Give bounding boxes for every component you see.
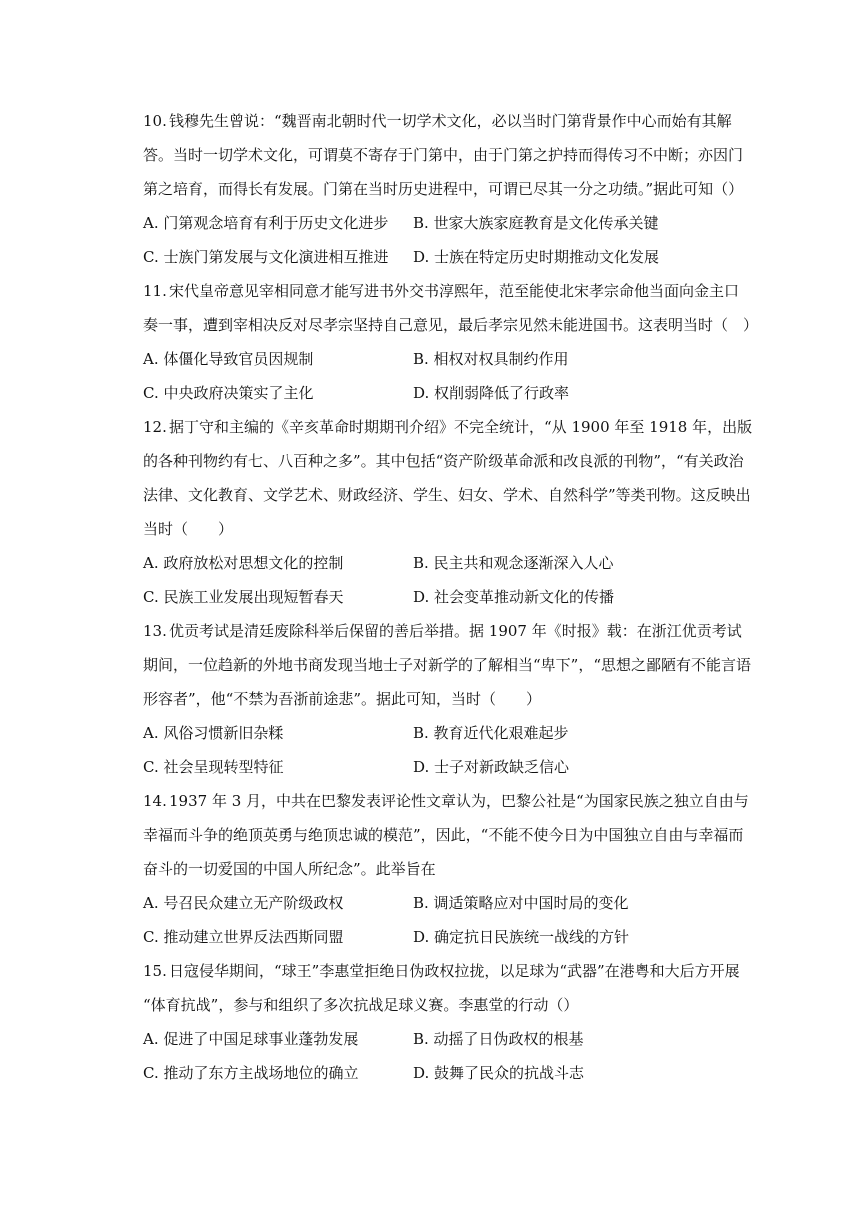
question-number: 13. <box>143 622 167 640</box>
question-number: 15. <box>143 962 167 980</box>
question-number: 12. <box>143 418 167 436</box>
question-number: 10. <box>143 112 167 130</box>
question-stem-line: 第之培育，而得长有发展。门第在当时历史进程中，可谓已尽其一分之功绩。”据此可知（） <box>143 180 744 198</box>
question-11-options <box>143 342 723 410</box>
option-c[interactable]: C. 民族工业发展出现短暂春天 <box>143 588 344 606</box>
option-b[interactable]: B. 民主共和观念逐渐深入人心 <box>413 554 614 572</box>
option-a[interactable]: A. 促进了中国足球事业蓬勃发展 <box>143 1030 359 1048</box>
question-15-options <box>143 1022 723 1090</box>
question-15 <box>143 954 740 1022</box>
question-12 <box>143 410 753 546</box>
question-stem-line <box>143 410 753 444</box>
question-stem-line: 期间，一位趋新的外地书商发现当地士子对新学的了解相当“卑下”，“思想之鄙陋有不能言语 <box>143 656 752 674</box>
question-stem-text: 据丁守和主编的《辛亥革命时期期刊介绍》不完全统计，“从 1900 年至 1918 年，出版 <box>169 418 753 436</box>
question-14 <box>143 784 749 886</box>
option-row <box>143 580 723 614</box>
option-b[interactable]: B. 教育近代化艰难起步 <box>413 724 569 742</box>
option-d[interactable]: D. 确定抗日民族统一战线的方针 <box>413 928 630 946</box>
option-d[interactable]: D. 社会变革推动新文化的传播 <box>413 588 615 606</box>
option-b[interactable]: B. 相权对权具制约作用 <box>413 350 569 368</box>
option-row <box>143 920 723 954</box>
option-c[interactable]: C. 推动建立世界反法西斯同盟 <box>143 928 344 946</box>
question-11 <box>143 274 759 342</box>
question-14-options <box>143 886 723 954</box>
option-row <box>143 240 723 274</box>
question-stem-line: “体育抗战”，参与和组织了多次抗战足球义赛。李惠堂的行动（） <box>143 996 579 1014</box>
question-stem-line: 答。当时一切学术文化，可谓莫不寄存于门第中，由于门第之护持而得传习不中断；亦因门 <box>143 146 744 164</box>
question-stem-line: 形容者”，他“不禁为吾浙前途悲”。据此可知，当时（ ） <box>143 690 542 708</box>
option-row <box>143 886 723 920</box>
option-c[interactable]: C. 中央政府决策实了主化 <box>143 384 314 402</box>
option-row <box>143 546 723 580</box>
question-stem-text: 钱穆先生曾说：“魏晋南北朝时代一切学术文化，必以当时门第背景作中心而始有其解 <box>169 112 732 130</box>
question-number: 11. <box>143 282 167 300</box>
option-d[interactable]: D. 士子对新政缺乏信心 <box>413 758 570 776</box>
option-a[interactable]: A. 门第观念培育有利于历史文化进步 <box>143 214 389 232</box>
option-d[interactable]: D. 权削弱降低了行政率 <box>413 384 570 402</box>
option-a[interactable]: A. 号召民众建立无产阶级政权 <box>143 894 344 912</box>
question-stem-line: 奋斗的一切爱国的中国人所纪念”。此举旨在 <box>143 860 436 878</box>
option-row <box>143 206 723 240</box>
question-number: 14. <box>143 792 167 810</box>
option-c[interactable]: C. 推动了东方主战场地位的确立 <box>143 1064 359 1082</box>
question-12-options <box>143 546 723 614</box>
question-13-options <box>143 716 723 784</box>
option-row <box>143 716 723 750</box>
question-stem-line: 当时（ ） <box>143 520 234 538</box>
question-stem-text: 日寇侵华期间，“球王”李惠堂拒绝日伪政权拉拢，以足球为“武器”在港粤和大后方开展 <box>169 962 740 980</box>
question-stem-text: 优贡考试是清廷废除科举后保留的善后举措。据 1907 年《时报》载：在浙江优贡考试 <box>169 622 742 640</box>
question-stem-line <box>143 274 740 308</box>
option-row <box>143 1056 723 1090</box>
option-d[interactable]: D. 鼓舞了民众的抗战斗志 <box>413 1064 585 1082</box>
option-row <box>143 750 723 784</box>
question-stem-line: 幸福而斗争的绝顶英勇与绝顶忠诚的模范”，因此，“不能不使今日为中国独立自由与幸福而 <box>143 826 744 844</box>
option-row <box>143 376 723 410</box>
question-stem-line <box>143 784 749 818</box>
option-b[interactable]: B. 调适策略应对中国时局的变化 <box>413 894 629 912</box>
question-10 <box>143 104 744 206</box>
question-stem-text: 宋代皇帝意见宰相同意才能写进书外交书淳熙年，范至能使北宋孝宗命他当面向金主口 <box>169 282 740 300</box>
question-stem-line <box>143 954 740 988</box>
question-13 <box>143 614 752 716</box>
option-c[interactable]: C. 士族门第发展与文化演进相互推进 <box>143 248 389 266</box>
option-c[interactable]: C. 社会呈现转型特征 <box>143 758 284 776</box>
option-a[interactable]: A. 风俗习惯新旧杂糅 <box>143 724 284 742</box>
option-d[interactable]: D. 士族在特定历史时期推动文化发展 <box>413 248 660 266</box>
option-b[interactable]: B. 世家大族家庭教育是文化传承关键 <box>413 214 659 232</box>
question-stem-line: 的各种刊物约有七、八百种之多”。其中包括“资产阶级革命派和改良派的刊物”，“有关政治 <box>143 452 744 470</box>
question-stem-text: 1937 年 3 月，中共在巴黎发表评论性文章认为，巴黎公社是“为国家民族之独立自由与 <box>169 792 749 810</box>
question-10-options <box>143 206 723 274</box>
option-row <box>143 1022 723 1056</box>
option-a[interactable]: A. 体僵化导致官员因规制 <box>143 350 314 368</box>
question-stem-line <box>143 104 732 138</box>
question-stem-line: 奏一事，遭到宰相决反对尽孝宗坚持自己意见，最后孝宗见然未能进国书。这表明当时（ ） <box>143 316 759 334</box>
option-a[interactable]: A. 政府放松对思想文化的控制 <box>143 554 344 572</box>
question-stem-line <box>143 614 742 648</box>
question-stem-line: 法律、文化教育、文学艺术、财政经济、学生、妇女、学术、自然科学”等类刊物。这反映出 <box>143 486 751 504</box>
option-row <box>143 342 723 376</box>
option-b[interactable]: B. 动摇了日伪政权的根基 <box>413 1030 584 1048</box>
